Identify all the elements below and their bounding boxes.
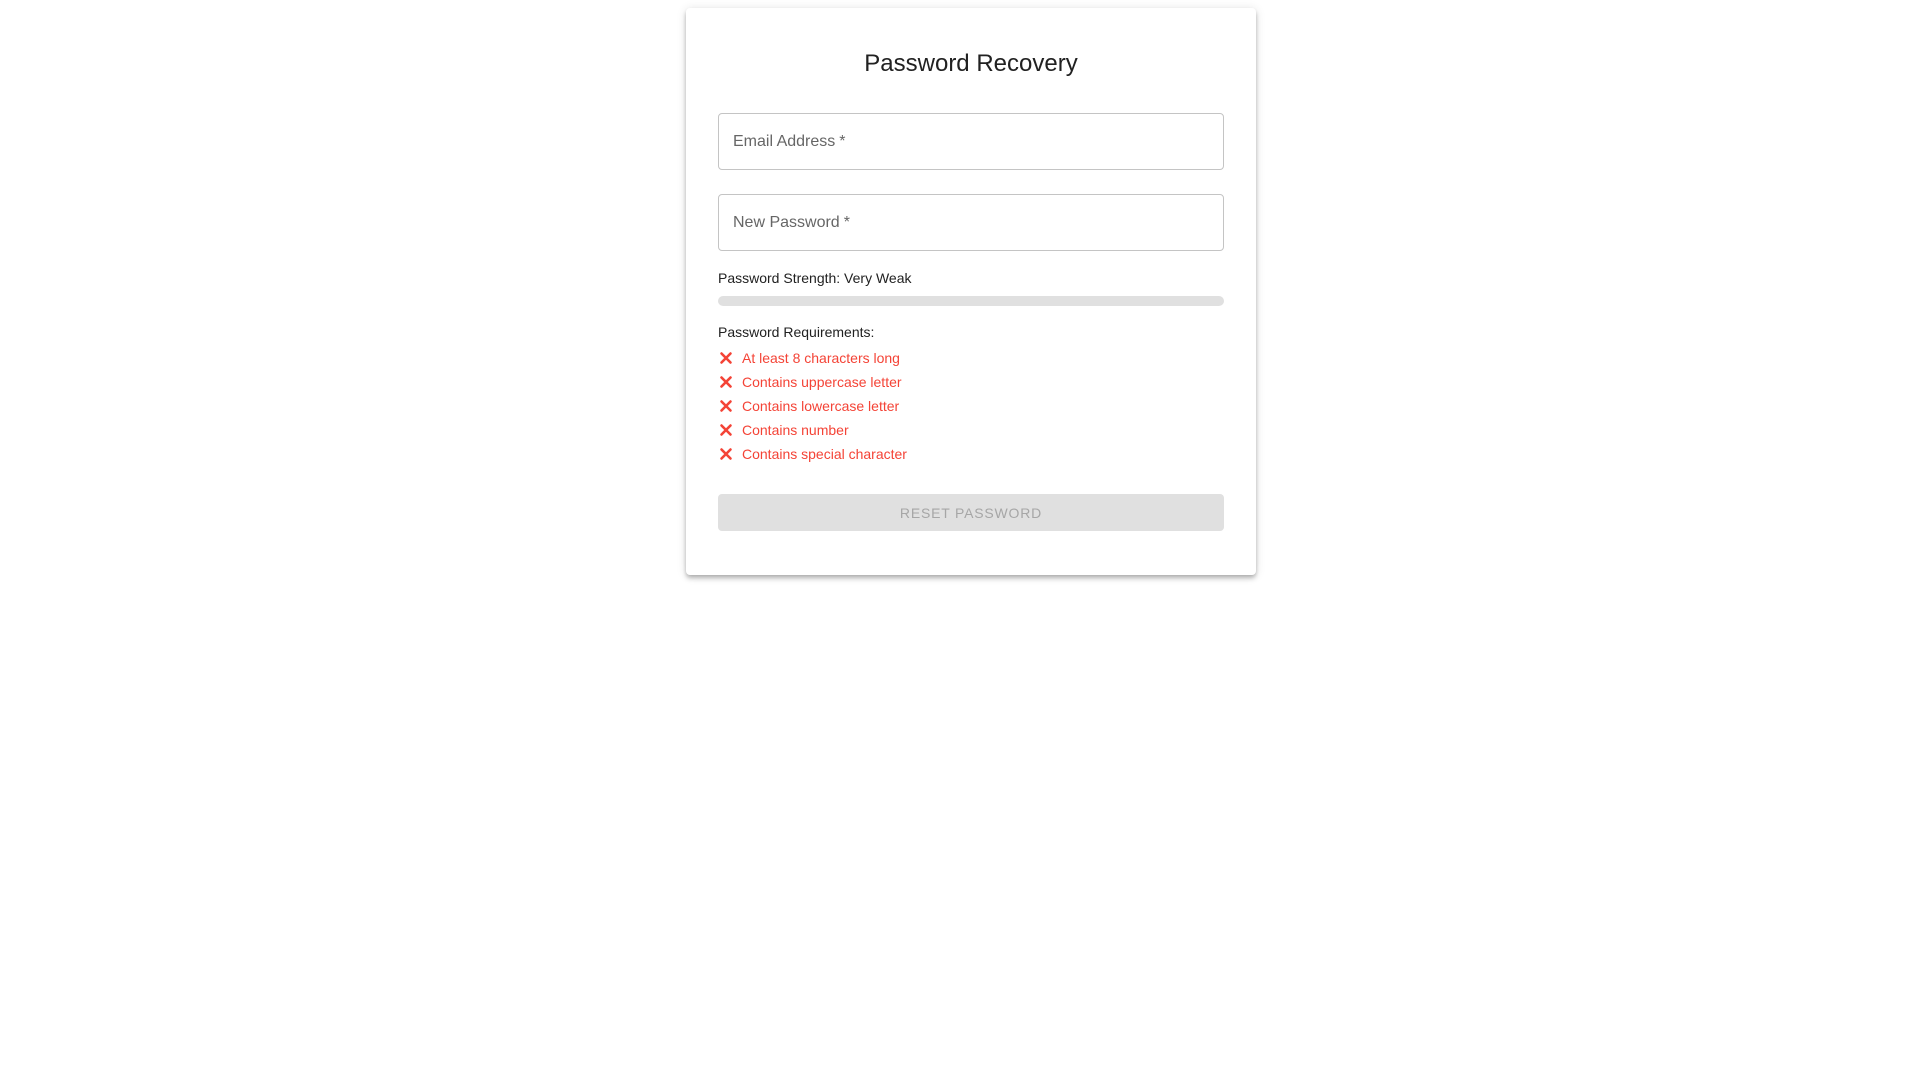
email-label-text: Email Address [733,133,836,150]
page-title: Password Recovery [864,50,1078,77]
reset-password-button[interactable]: RESET PASSWORD [718,494,1224,531]
requirement-label: Contains uppercase letter [742,374,902,390]
new-password-input[interactable] [719,195,1223,250]
close-icon [718,374,734,390]
password-recovery-card [686,8,1256,575]
password-strength-text: Password Strength: Very Weak [718,270,912,286]
password-strength-bar [718,296,1224,306]
new-password-field[interactable] [718,194,1224,251]
new-password-required-marker: * [843,214,850,231]
requirement-label: Contains lowercase letter [742,398,900,414]
email-required-marker: * [839,133,846,150]
email-field[interactable] [718,113,1224,170]
requirement-label: Contains special character [742,446,907,462]
new-password-label-text: New Password [733,214,840,231]
requirement-label: At least 8 characters long [742,350,900,366]
close-icon [718,398,734,414]
requirement-item [718,418,1224,442]
requirement-item [718,346,1224,370]
close-icon [718,422,734,438]
close-icon [718,446,734,462]
email-input[interactable] [719,114,1223,169]
requirements-title: Password Requirements: [718,324,875,340]
requirement-item [718,394,1224,418]
requirement-item [718,442,1224,466]
close-icon [718,350,734,366]
requirement-label: Contains number [742,422,849,438]
requirements-list [718,346,1224,466]
requirement-item [718,370,1224,394]
